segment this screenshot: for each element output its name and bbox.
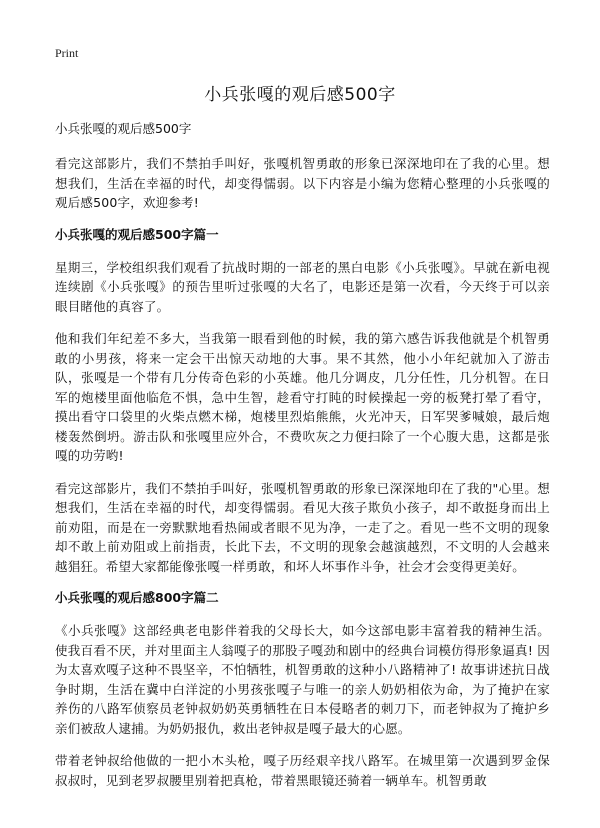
article-body	[55, 120, 550, 803]
section-heading-1: 小兵张嘎的观后感500字篇一	[55, 226, 219, 242]
article-subtitle: 小兵张嘎的观后感500字	[55, 121, 192, 136]
page-title: 小兵张嘎的观后感500字	[204, 85, 396, 105]
section-heading-2: 小兵张嘎的观后感800字篇二	[55, 590, 219, 605]
paragraph: 《小兵张嘎》这部经典老电影伴着我的父母长大，如今这部电影丰富着我的精神生活。使我百看不厌，并对里面主人翁嘎子的那股子嘎劲和剧中的经典台词模仿得形象逼真! 因为太喜欢嘎子这种不畏坚辛，不怕牺牲，机智勇敢的这种小八路精神了! 故事讲述抗日战争时期，生活在冀中白洋淀的小男孩张嘎子与唯一的亲人奶奶相依为命，为了掩护在家养伤的八路军侦察员老钟叔奶奶英勇牺牲在日本侵略者的刺刀下，而老钟叔为了掩护乡亲们被敌人逮捕。为奶奶报仇，救出老钟叔是嘎子最大的心愿。	[55, 623, 550, 736]
paragraph: 看完这部影片，我们不禁拍手叫好，张嘎机智勇敢的形象已深深地印在了我的"心里。想想我们，生活在幸福的时代，却变得懦弱。看见大孩子欺负小孩子，却不敢挺身而出上前劝阻，而是在一旁默默地看热闹或者眼不见为净，一走了之。看见一些不文明的现象却不敢上前劝阻或上前指责，长此下去，不文明的现象会越演越烈，不文明的人会越来越猖狂。希望大家都能像张嘎一样勇敢，和坏人坏事作斗争，社会才会变得更美好。	[55, 480, 550, 574]
intro-paragraph: 看完这部影片，我们不禁拍手叫好，张嘎机智勇敢的形象已深深地印在了我的心里。想想我们，生活在幸福的时代，却变得懦弱。以下内容是小编为您精心整理的小兵张嘎的观后感500字，欢迎参考!	[55, 156, 550, 210]
paragraph: 他和我们年纪差不多大，当我第一眼看到他的时候，我的第六感告诉我他就是个机智勇敢的小男孩，将来一定会干出惊天动地的大事。果不其然，他小小年纪就加入了游击队，张嘎是一个带有几分传奇色彩的小英雄。他几分调皮，几分任性，几分机智。在日军的炮楼里面他临危不惧，急中生智，趁看守打盹的时候操起一旁的板凳打晕了看守，摸出看守口袋里的火柴点燃木梯，炮楼里烈焰熊熊，火光冲天，日军哭爹喊娘，最后炮楼轰然倒坍。游击队和张嘎里应外合，不费吹灰之力便扫除了一个心腹大患，这都是张嘎的功劳哟!	[55, 331, 550, 463]
print-link[interactable]: Print	[55, 46, 79, 60]
paragraph: 星期三，学校组织我们观看了抗战时期的一部老的黑白电影《小兵张嘎》。早就在新电视连续剧《小兵张嘎》的预告里听过张嘎的大名了，电影还是第一次看，今天终于可以亲眼目睹他的真容了。	[55, 259, 550, 314]
paragraph: 带着老钟叔给他做的一把小木头枪，嘎子历经艰辛找八路军。在城里第一次遇到罗金保叔叔时，见到老罗叔腰里别着把真枪，带着黑眼镜还骑着一辆单车。机智勇敢	[55, 753, 550, 788]
